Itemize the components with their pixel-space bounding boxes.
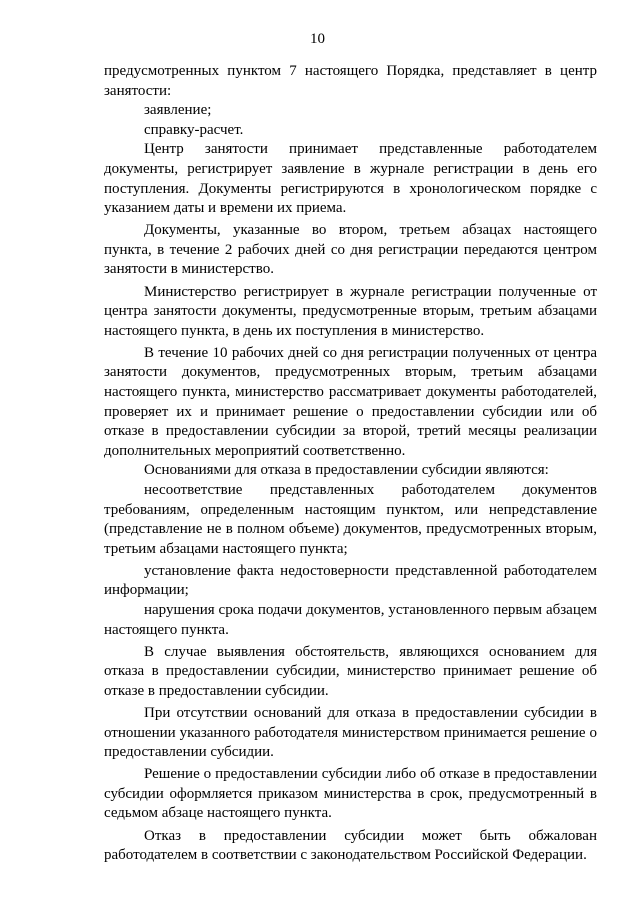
list-item-inaccurate-information: установление факта недостоверности представленной работодателем информации; (104, 562, 597, 599)
paragraph-documents-transfer: Документы, указанные во втором, третьем абзацах настоящего пункта, в течение 2 рабочих дней со дня регистрации передаются центром занятости в министерство. (104, 222, 597, 278)
paragraph-refusal-decision: В случае выявления обстоятельств, являющихся основанием для отказа в предоставлении субсидии, министерство принимает решение об отказе в предоставлении субсидии. (104, 643, 597, 699)
paragraph-appeal: Отказ в предоставлении субсидии может быть обжалован работодателем в соответствии с законодательством Российской Федерации. (104, 827, 597, 864)
paragraph-ministry-registration: Министерство регистрирует в журнале регистрации полученные от центра занятости документы, предусмотренные вторым, третьим абзацами настоящего пункта, в день их поступления в министерство. (104, 283, 597, 339)
paragraph-approval-decision: При отсутствии оснований для отказа в предоставлении субсидии в отношении указанного работодателя министерством принимается решение о предоставлении субсидии. (104, 705, 597, 761)
paragraph-employment-center-registration: Центр занятости принимает представленные работодателем документы, регистрирует заявление в журнале регистрации в день его поступления. Документы регистрируются в хронологическом порядке с указанием даты и времени их приема. (104, 141, 597, 217)
paragraph-review-period: В течение 10 рабочих дней со дня регистрации полученных от центра занятости документов, предусмотренных вторым, третьим абзацами настоящего пункта, министерство рассматривает документы работодателей, проверяет их и принимает решение о предоставлении субсидии или об отказе в предоставлении субсидии за второй, третий месяцы реализации дополнительных мероприятий соответственно. (104, 344, 597, 459)
list-item-noncompliance: несоответствие представленных работодателем документов требованиям, определенным настоящим пунктом, или непредставление (представление не в полном объеме) документов, предусмотренных вторым, третьим абзацами настоящего пункта; (104, 481, 597, 557)
list-item-application: заявление; (144, 102, 212, 119)
list-item-calculation-certificate: справку-расчет. (144, 121, 244, 138)
paragraph-refusal-grounds-heading: Основаниями для отказа в предоставлении субсидии являются: (144, 462, 549, 479)
paragraph-decision-order: Решение о предоставлении субсидии либо об отказе в предоставлении субсидии оформляется приказом министерства в срок, предусмотренный в седьмом абзаце настоящего пункта. (104, 766, 597, 822)
paragraph-continuation: предусмотренных пунктом 7 настоящего Порядка, представляет в центр занятости: (104, 63, 597, 99)
page-number: 10 (310, 31, 325, 47)
list-item-deadline-violation: нарушения срока подачи документов, установленного первым абзацем настоящего пункта. (104, 602, 597, 638)
document-body (104, 62, 597, 866)
